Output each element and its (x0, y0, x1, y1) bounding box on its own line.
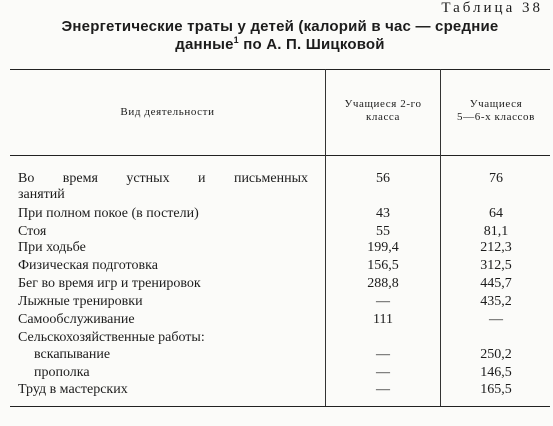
column-header-grade56: Учащиеся 5—6-х классов (457, 98, 535, 123)
activity-cell: Сельскохозяйственные работы: (18, 330, 205, 345)
grade56-value: 250,2 (480, 347, 512, 362)
activity-cell: Самообслуживание (18, 312, 135, 327)
activity-cell: Во время устных и письменных занятий (18, 171, 308, 202)
activity-cell: Лыжные тренировки (18, 294, 143, 309)
grade56-value: 445,7 (480, 276, 512, 291)
activity-cell: При полном покое (в постели) (18, 206, 199, 221)
grade2-value: — (376, 365, 390, 380)
grade56-value: 212,3 (480, 240, 512, 255)
activity-cell: Бег во время игр и тренировок (18, 276, 201, 291)
table-bottom-rule (10, 406, 550, 407)
column-header-activity: Вид деятельности (120, 106, 215, 118)
grade2-value: 156,5 (367, 258, 399, 273)
title-line-1: Энергетические траты у детей (калорий в час — средние (61, 18, 499, 35)
header-rule (10, 155, 550, 156)
grade56-value: 81,1 (483, 224, 509, 239)
grade56-value: 64 (489, 206, 503, 221)
grade56-value: 146,5 (480, 365, 512, 380)
grade2-value: — (376, 347, 390, 362)
grade2-value: 288,8 (367, 276, 399, 291)
grade56-value: 165,5 (480, 382, 512, 397)
table-title (14, 18, 546, 54)
activity-cell: При ходьбе (18, 240, 86, 255)
grade56-value: 76 (489, 171, 503, 186)
table-top-rule (10, 69, 550, 70)
activity-cell: Стоя (18, 224, 47, 239)
grade2-value: — (376, 294, 390, 309)
grade56-value: — (489, 312, 503, 327)
activity-cell: вскапывание (34, 347, 111, 362)
activity-cell: Труд в мастерских (18, 382, 128, 397)
grade56-value: 312,5 (480, 258, 512, 273)
title-line-2: данные$^1$ по А. П. Шицковой (175, 35, 385, 53)
table-number: Таблица 38 (441, 0, 543, 16)
grade2-value: 199,4 (367, 240, 399, 255)
grade56-value: 435,2 (480, 294, 512, 309)
grade2-value: 111 (373, 312, 393, 327)
column-header-grade2: Учащиеся 2-го класса (344, 98, 422, 123)
grade2-value: 43 (376, 206, 390, 221)
activity-cell: Физическая подготовка (18, 258, 158, 273)
grade2-value: 56 (376, 171, 390, 186)
footnote-mark: 1 (233, 35, 239, 45)
grade2-value: 55 (376, 224, 390, 239)
grade2-value: — (376, 382, 390, 397)
activity-cell: прополка (34, 365, 90, 380)
